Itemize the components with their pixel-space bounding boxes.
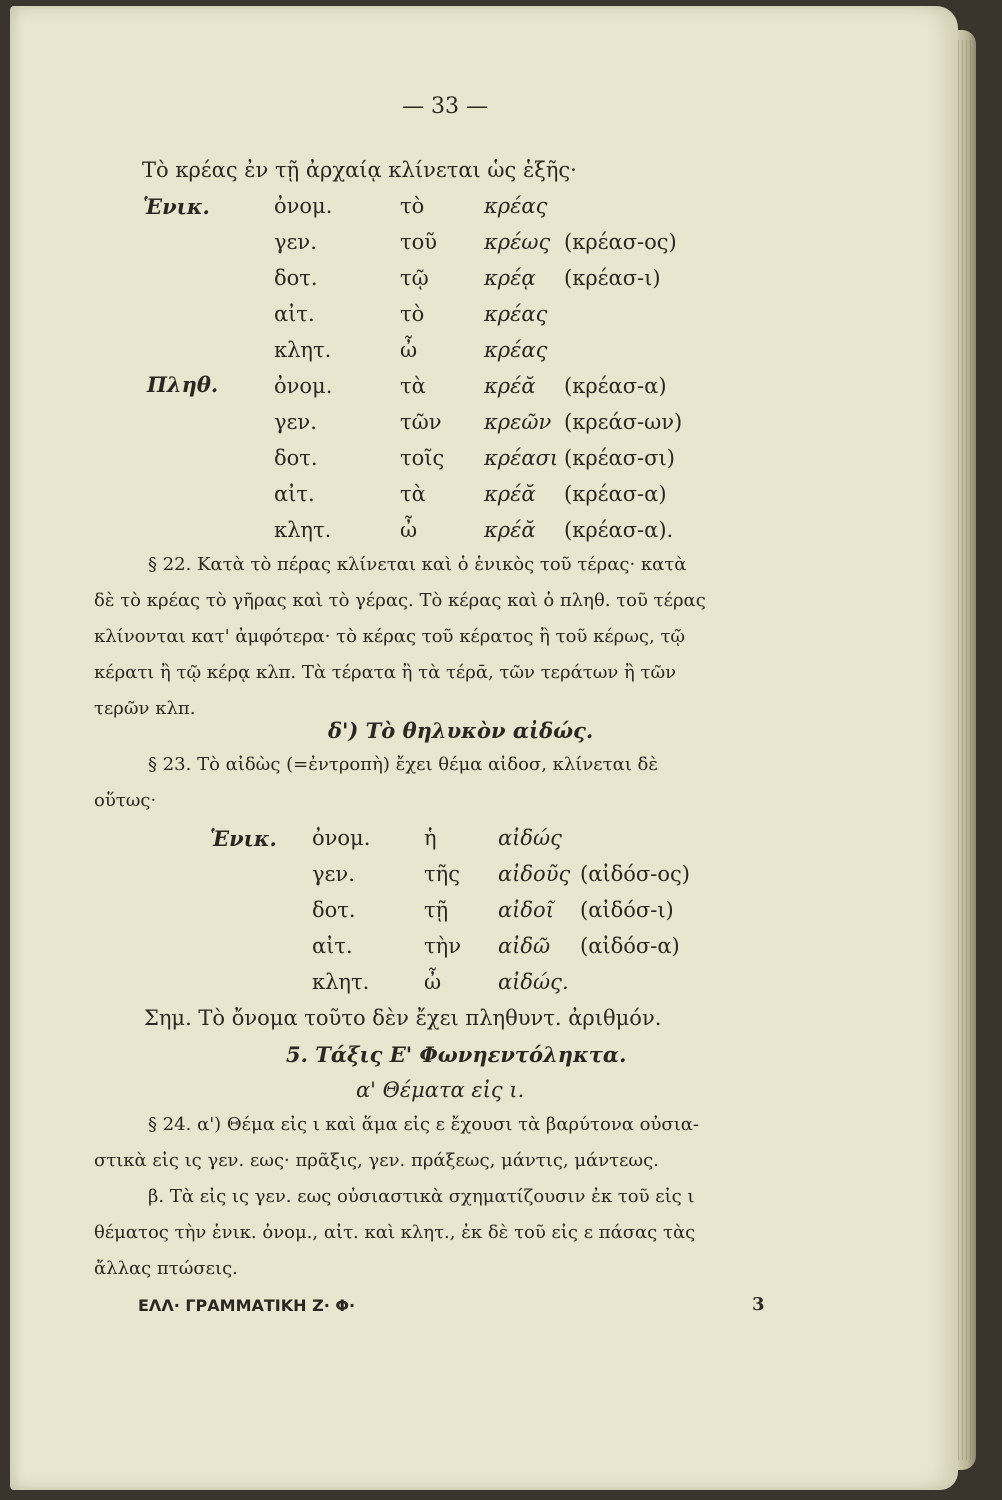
form: κρέᾰ <box>484 518 536 542</box>
note: (κρέασ-σι) <box>564 446 675 470</box>
form: αἰδοῦς <box>498 862 571 886</box>
case-label: ὀνομ. <box>274 374 333 398</box>
text-line: δὲ τὸ κρέας τὸ γῆρας καὶ τὸ γέρας. Τὸ κέρας καὶ ὁ πληθ. τοῦ τέρας <box>94 590 706 611</box>
note: (κρεάσ-ων) <box>564 410 683 434</box>
article: τὸ <box>400 302 425 326</box>
case-label: δοτ. <box>274 266 318 290</box>
form: αἰδώς <box>498 826 562 850</box>
text-line: κέρατι ἢ τῷ κέρᾳ κλπ. Τὰ τέρατα ἢ τὰ τέρᾱ, τῶν τεράτων ἢ τῶν <box>94 662 677 683</box>
case-label: αἰτ. <box>274 482 315 506</box>
note: (αἰδόσ-ος) <box>580 862 690 886</box>
note: (κρέασ-α) <box>564 374 667 398</box>
article: τὰ <box>400 374 426 398</box>
section-heading-a: α' Θέματα εἰς ι. <box>356 1078 525 1102</box>
article: ὦ <box>400 518 418 542</box>
case-label: γεν. <box>312 862 355 886</box>
form: κρέας <box>484 338 548 362</box>
form: κρέας <box>484 302 548 326</box>
note: (κρέασ-α). <box>564 518 674 542</box>
note: (αἰδόσ-ι) <box>580 898 674 922</box>
page-number: — 33 — <box>402 94 488 119</box>
text-line: β. Τὰ εἰς ις γεν. εως οὐσιαστικὰ σχηματίζουσιν ἐκ τοῦ εἰς ι <box>148 1186 695 1207</box>
form: αἰδῶ <box>498 934 551 958</box>
note: (κρέασ-ος) <box>564 230 677 254</box>
article: τὰ <box>400 482 426 506</box>
form: αἰδοῖ <box>498 898 554 922</box>
form: αἰδώς. <box>498 970 569 994</box>
form: κρέᾰ <box>484 374 536 398</box>
case-label: δοτ. <box>312 898 356 922</box>
book-page <box>10 6 958 1490</box>
note: (αἰδόσ-α) <box>580 934 680 958</box>
form: κρέᾳ <box>484 266 536 290</box>
case-label: δοτ. <box>274 446 318 470</box>
case-label: αἰτ. <box>312 934 353 958</box>
text-line: ἄλλας πτώσεις. <box>94 1258 238 1279</box>
article: ὦ <box>424 970 442 994</box>
case-label: κλητ. <box>274 338 332 362</box>
article: τῶν <box>400 410 442 434</box>
case-label: ὀνομ. <box>312 826 371 850</box>
case-label: γεν. <box>274 230 317 254</box>
form: κρέας <box>484 194 548 218</box>
article: τὴν <box>424 934 461 958</box>
text-line: § 24. α') Θέμα εἰς ι καὶ ἅμα εἰς ε ἔχουσι τὰ βαρύτονα οὐσια- <box>148 1114 699 1135</box>
case-label: γεν. <box>274 410 317 434</box>
article: τῆς <box>424 862 460 886</box>
case-label: κλητ. <box>274 518 332 542</box>
article: ὦ <box>400 338 418 362</box>
article: τὸ <box>400 194 425 218</box>
article: τοῦ <box>400 230 438 254</box>
note-line: Σημ. Τὸ ὄνομα τοῦτο δὲν ἔχει πληθυντ. ἀριθμόν. <box>144 1006 662 1030</box>
text-line: θέματος τὴν ἑνικ. ὀνομ., αἰτ. καὶ κλητ., ἐκ δὲ τοῦ εἰς ε πάσας τὰς <box>94 1222 696 1243</box>
text-line: κλίνονται κατ' ἀμφότερα· τὸ κέρας τοῦ κέρατος ἢ τοῦ κέρως, τῷ <box>94 626 686 647</box>
note: (κρέασ-α) <box>564 482 667 506</box>
singular-label: Ἑνικ. <box>210 826 277 851</box>
form: κρέασι <box>484 446 559 470</box>
case-label: αἰτ. <box>274 302 315 326</box>
form: κρέᾰ <box>484 482 536 506</box>
article: τῷ <box>400 266 429 290</box>
case-label: κλητ. <box>312 970 370 994</box>
page-edge-lines <box>958 40 972 1460</box>
text-line: § 23. Τὸ αἰδὼς (=ἐντροπὴ) ἔχει θέμα αἰδοσ, κλίνεται δὲ <box>148 754 659 775</box>
article: τοῖς <box>400 446 445 470</box>
form: κρεῶν <box>484 410 552 434</box>
text-line: § 22. Κατὰ τὸ πέρας κλίνεται καὶ ὁ ἑνικὸς τοῦ τέρας· κατὰ <box>148 554 687 575</box>
form: κρέως <box>484 230 551 254</box>
text-line: οὕτως· <box>94 790 157 811</box>
singular-label: Ἑνικ. <box>143 194 210 219</box>
text-line: τερῶν κλπ. <box>94 698 196 719</box>
text-line: στικὰ εἰς ις γεν. εως· πρᾶξις, γεν. πράξεως, μάντις, μάντεως. <box>94 1150 659 1171</box>
section-heading-d: δ') Τὸ θηλυκὸν αἰδώς. <box>328 718 594 743</box>
plural-label: Πληθ. <box>147 372 219 397</box>
intro-line: Τὸ κρέας ἐν τῇ ἀρχαίᾳ κλίνεται ὡς ἑξῆς· <box>142 158 577 182</box>
article: ἡ <box>424 826 437 850</box>
footer-signature: ΕΛΛ· ΓΡΑΜΜΑΤΙΚΗ Ζ· Φ· <box>138 1296 356 1315</box>
footer-sheet-number: 3 <box>752 1294 765 1315</box>
section-heading-5: 5. Τάξις Ε' Φωνηεντόληκτα. <box>286 1042 627 1067</box>
note: (κρέασ-ι) <box>564 266 661 290</box>
case-label: ὀνομ. <box>274 194 333 218</box>
article: τῇ <box>424 898 449 922</box>
